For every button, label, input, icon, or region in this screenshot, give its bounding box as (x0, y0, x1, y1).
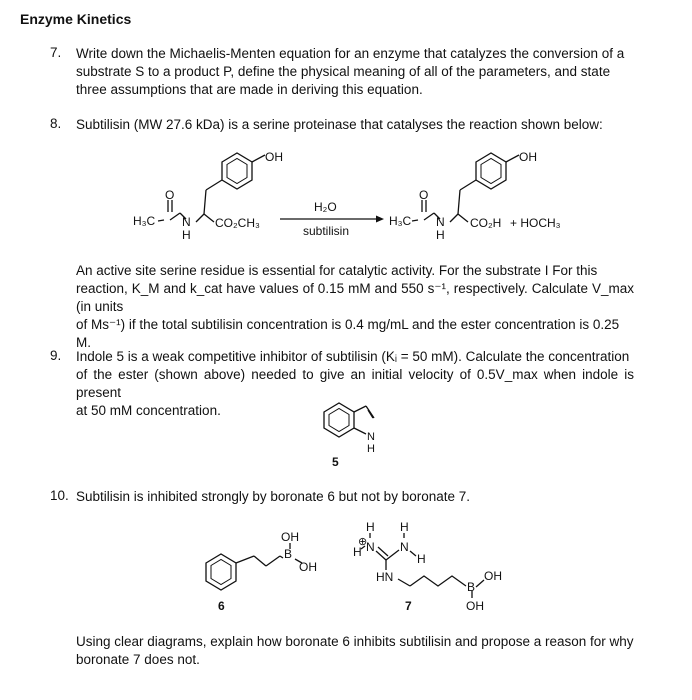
boronate6-oh-right: OH (299, 560, 317, 574)
boronate7-h1: H (366, 520, 375, 534)
q9-line-1: Indole 5 is a weak competitive inhibitor of subtilisin (Kᵢ = 50 mM). Calculate the concentration (76, 349, 630, 364)
substrate-o: O (165, 188, 175, 202)
substrate-n: N (182, 215, 191, 229)
product-o: O (419, 188, 429, 202)
boronate7-oh-right: OH (484, 569, 502, 583)
substrate-nh: H (182, 228, 191, 242)
boronate6-b: B (284, 547, 293, 561)
boronate-7-number: 7 (405, 599, 412, 613)
boronate7-h2: H (400, 520, 409, 534)
boronate7-h4: H (417, 552, 426, 566)
indole-n: N (367, 431, 375, 443)
reagent-enzyme: subtilisin (303, 224, 350, 238)
q9-text (76, 348, 634, 420)
product-oh: OH (519, 150, 537, 164)
product-acid: CO₂H (470, 216, 502, 230)
boronate7-b: B (467, 580, 476, 594)
boronate7-n2: N (400, 540, 409, 554)
q8-intro: Subtilisin (MW 27.6 kDa) is a serine proteinase that catalyses the reaction shown below: (76, 117, 603, 132)
boronate7-n1: N (366, 540, 375, 554)
q8-line-1: An active site serine residue is essential for catalytic activity. For the substrate I For this (76, 263, 598, 278)
substrate-ester: CO₂CH₃ (215, 216, 260, 230)
reagent-water: H₂O (314, 200, 337, 214)
q8-line-2: reaction, K_M and k_cat have values of 0.15 mM and 550 s⁻¹, respectively. Calculate V_max (in units (76, 281, 634, 314)
indole-h: H (367, 443, 375, 455)
page-title: Enzyme Kinetics (20, 11, 132, 27)
q10-number: 10. (50, 488, 69, 503)
boronate7-oh-bottom: OH (466, 599, 484, 613)
q8-number: 8. (50, 116, 62, 131)
q8-line-3: of Ms⁻¹) if the total subtilisin concentration is 0.4 mg/mL and the ester concentration is 0.25 (76, 317, 620, 332)
product-methanol: + HOCH₃ (510, 216, 561, 230)
q10-outro-line-1: Using clear diagrams, explain how boronate 6 inhibits subtilisin and propose a reason for why (76, 634, 634, 649)
q10-outro (76, 633, 634, 669)
product-nh: H (436, 228, 445, 242)
q10-intro: Subtilisin is inhibited strongly by boronate 6 but not by boronate 7. (76, 489, 470, 504)
boronate7-hn: HN (376, 570, 394, 584)
boronate6-oh-top: OH (281, 530, 299, 544)
compound-5-label: 5 (332, 455, 339, 469)
boronate-6-number: 6 (218, 599, 225, 613)
q8-body (76, 262, 634, 352)
q9-number: 9. (50, 348, 62, 363)
q9-line-3: at 50 mM concentration. (76, 403, 221, 418)
q7-number: 7. (50, 45, 62, 60)
product-n: N (436, 215, 445, 229)
substrate-h3c: H₃C (133, 214, 156, 228)
q7-line-3: three assumptions that are made in deriving this equation. (76, 82, 423, 97)
q8-line-4: M. (76, 335, 91, 350)
q10-outro-line-2: boronate 7 does not. (76, 652, 200, 667)
reaction-arrow (280, 216, 384, 223)
product-h3c: H₃C (389, 214, 412, 228)
boronate7-h3: H (353, 545, 362, 559)
q7-line-1: Write down the Michaelis-Menten equation for an enzyme that catalyzes the conversion of a (76, 46, 625, 61)
substrate-oh: OH (265, 150, 283, 164)
boronate7-charge: ⊕ (358, 536, 368, 548)
q9-line-2: of the ester (shown above) needed to give an initial velocity of 0.5V_max when indole is present (76, 367, 634, 400)
q7-line-2: substrate S to a product P, define the physical meaning of all of the parameters, and state (76, 64, 611, 79)
